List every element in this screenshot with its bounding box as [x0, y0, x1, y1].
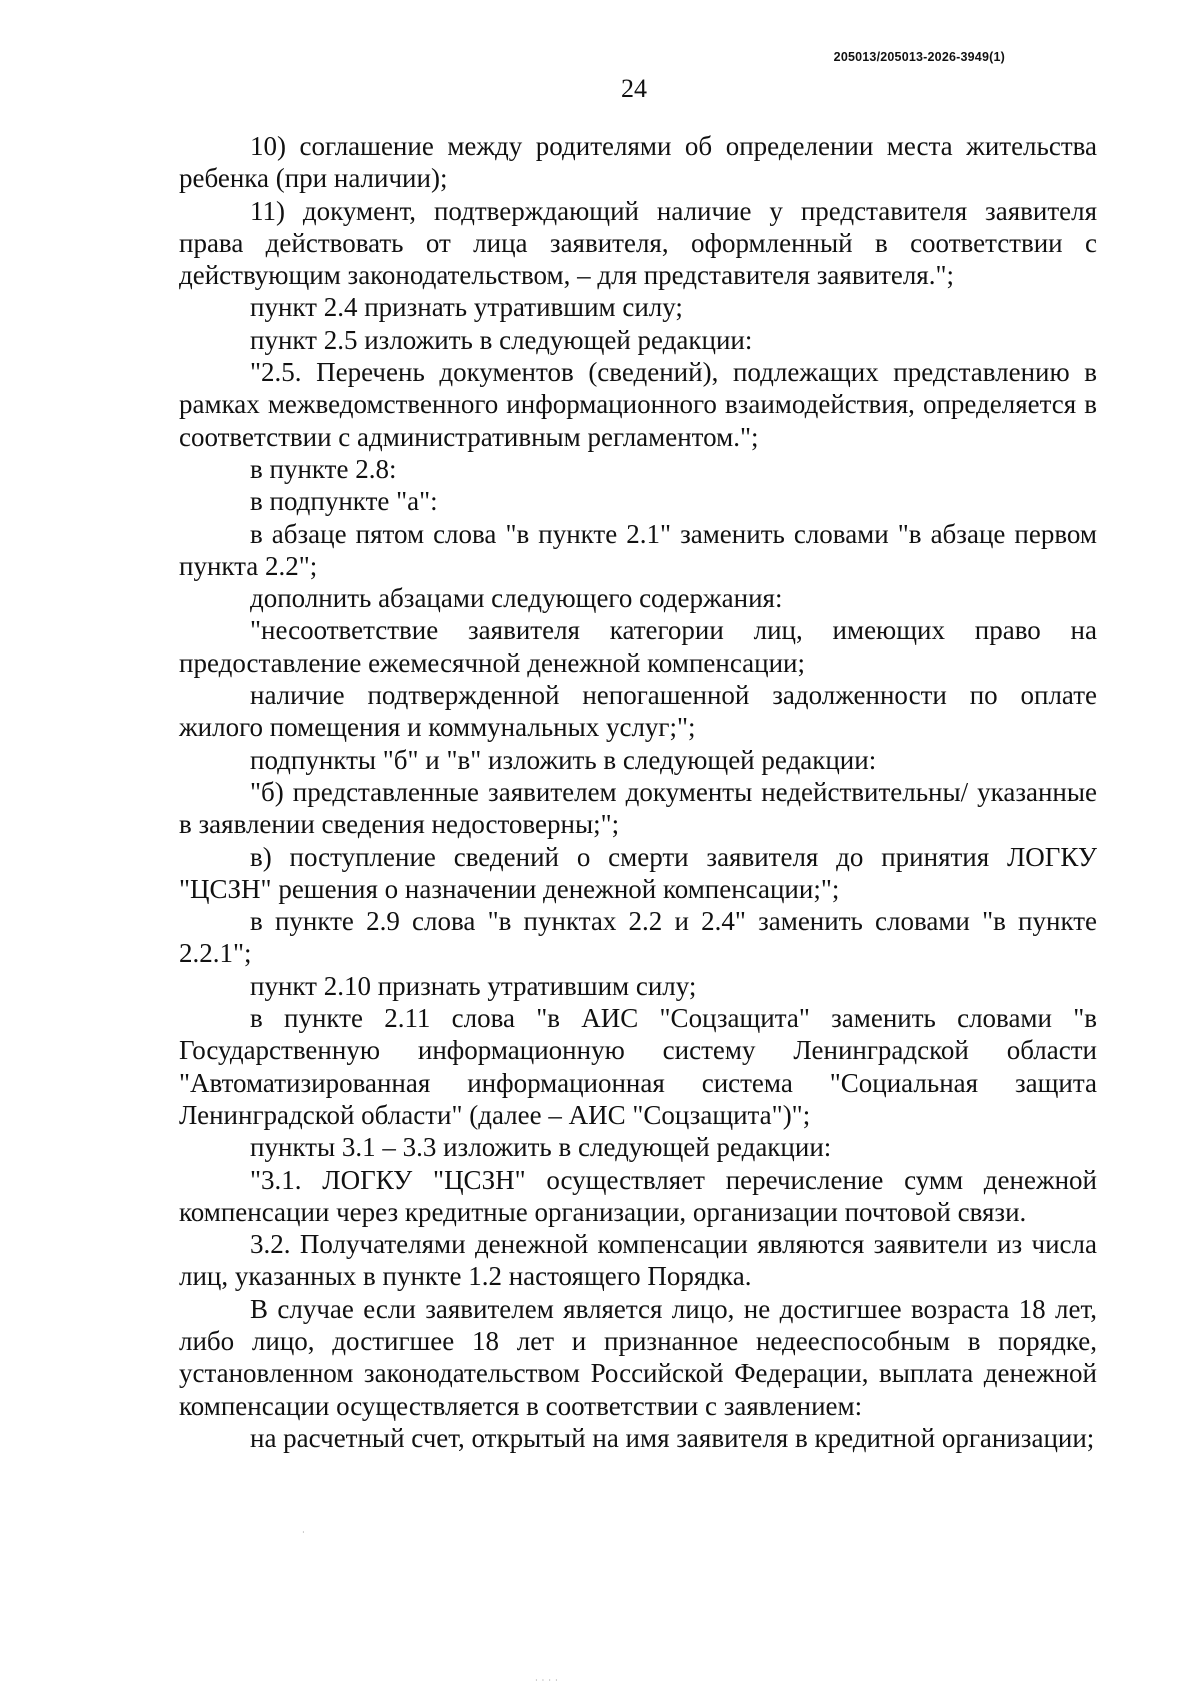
document-id: 205013/205013-2026-3949(1)	[833, 50, 1005, 64]
paragraph-item-10: 10) соглашение между родителями об определении места жительства ребенка (при наличии);	[179, 131, 1097, 194]
paragraph-clause-2-8: в пункте 2.8:	[250, 453, 397, 484]
paragraph-clauses-3-1-3-3: пункты 3.1 – 3.3 изложить в следующей редакции:	[250, 1132, 832, 1163]
paragraph-minor-applicant: В случае если заявителем является лицо, не достигшее возраста 18 лет, либо лицо, достигшее 18 лет и признанное недееспособным в порядке, установленном законодательством Российской Федерации, выплата денежной компенсации осуществляется в соответствии с заявлением:	[179, 1293, 1097, 1421]
paragraph-clause-3-1: "3.1. ЛОГКУ "ЦСЗН" осуществляет перечисление сумм денежной компенсации через кредитные организации, организации почтовой связи.	[179, 1164, 1097, 1227]
page-number: 24	[621, 74, 647, 103]
paragraph-clause-3-2: 3.2. Получателями денежной компенсации являются заявители из числа лиц, указанных в пункте 1.2 настоящего Порядка.	[179, 1229, 1097, 1292]
paragraph-subclause-a: в подпункте "а":	[250, 486, 438, 517]
paragraph-debt: наличие подтвержденной непогашенной задолженности по оплате жилого помещения и коммунальных услуг;";	[179, 680, 1097, 743]
paragraph-clause-2-10: пункт 2.10 признать утратившим силу;	[250, 970, 697, 1001]
document-body	[179, 130, 1097, 1454]
paragraph-supplement-intro: дополнить абзацами следующего содержания:	[250, 583, 783, 614]
paragraph-clause-2-9: в пункте 2.9 слова "в пунктах 2.2 и 2.4" заменить словами "в пункте 2.2.1";	[179, 906, 1097, 969]
paragraph-clause-2-5-text: "2.5. Перечень документов (сведений), подлежащих представлению в рамках межведомственного информационного взаимодействия, определяется в соответствии с административным регламентом.";	[179, 357, 1097, 452]
paragraph-subclause-v: в) поступление сведений о смерти заявителя до принятия ЛОГКУ "ЦСЗН" решения о назначении денежной компенсации;";	[179, 841, 1097, 904]
paragraph-subclause-b: "б) представленные заявителем документы недействительны/ указанные в заявлении сведения недостоверны;";	[179, 776, 1097, 840]
scan-dot: ·	[302, 1528, 305, 1537]
paragraph-clause-2-4: пункт 2.4 признать утратившим силу;	[250, 292, 683, 323]
paragraph-fifth-abzac: в абзаце пятом слова "в пункте 2.1" заменить словами "в абзаце первом пункта 2.2";	[179, 518, 1097, 581]
paragraph-nonconformity: "несоответствие заявителя категории лиц, имеющих право на предоставление ежемесячной денежной компенсации;	[179, 615, 1097, 678]
paragraph-subclauses-b-v: подпункты "б" и "в" изложить в следующей редакции:	[250, 744, 877, 775]
paragraph-item-11: 11) документ, подтверждающий наличие у представителя заявителя права действовать от лица заявителя, оформленный в соответствии с действующим законодательством, – для представителя заявителя.";	[179, 195, 1097, 291]
paragraph-bank-account: на расчетный счет, открытый на имя заявителя в кредитной организации;	[250, 1422, 1095, 1453]
paragraph-clause-2-5-intro: пункт 2.5 изложить в следующей редакции:	[250, 324, 753, 355]
scan-dots: · · · ·	[535, 1676, 559, 1685]
paragraph-clause-2-11: в пункте 2.11 слова "в АИС "Соцзащита" заменить словами "в Государственную информационную систему Ленинградской области "Автоматизированная информационная система "Социальная защита Ленинградской области" (далее – АИС "Соцзащита")";	[179, 1003, 1097, 1130]
